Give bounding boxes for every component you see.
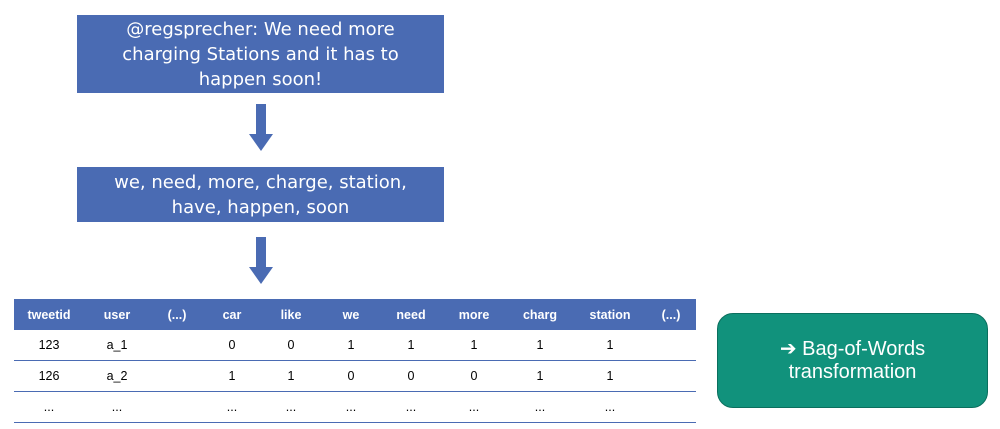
table-cell: 0 [260, 330, 322, 361]
table-cell: ... [260, 392, 322, 423]
tokens-text: we, need, more, charge, station, have, happen, soon [114, 171, 407, 218]
table-header-row [14, 299, 696, 330]
table-cell: 1 [322, 330, 380, 361]
column-header: station [574, 299, 646, 330]
tokens-box [77, 167, 444, 222]
table-row [14, 330, 696, 361]
column-header: car [204, 299, 260, 330]
column-header: (...) [646, 299, 696, 330]
table-cell: 126 [14, 361, 84, 392]
table-row [14, 361, 696, 392]
tweet-text-box [77, 15, 444, 93]
column-header: more [442, 299, 506, 330]
column-header: like [260, 299, 322, 330]
column-header: user [84, 299, 150, 330]
column-header: we [322, 299, 380, 330]
table-cell: ... [322, 392, 380, 423]
table-cell [150, 392, 204, 423]
bag-of-words-table [14, 299, 696, 423]
table-cell: ... [84, 392, 150, 423]
table-cell [646, 330, 696, 361]
down-arrow-icon [249, 237, 273, 285]
table-cell: 1 [380, 330, 442, 361]
table-cell: 0 [204, 330, 260, 361]
table-cell: ... [506, 392, 574, 423]
table-row [14, 392, 696, 423]
column-header: need [380, 299, 442, 330]
table-cell: ... [14, 392, 84, 423]
table-cell: 123 [14, 330, 84, 361]
column-header: charg [506, 299, 574, 330]
table-cell: 1 [506, 361, 574, 392]
table-cell: a_1 [84, 330, 150, 361]
right-arrow-icon: ➔ [779, 337, 797, 360]
table-cell: 0 [442, 361, 506, 392]
table-cell: ... [204, 392, 260, 423]
table-cell: 1 [574, 361, 646, 392]
table-cell: 0 [322, 361, 380, 392]
table-cell: 1 [506, 330, 574, 361]
table-cell [150, 330, 204, 361]
table-cell [646, 361, 696, 392]
column-header: (...) [150, 299, 204, 330]
result-title: Bag-of-Words [802, 337, 926, 360]
table-cell: 1 [260, 361, 322, 392]
table-cell: ... [380, 392, 442, 423]
table-cell: ... [574, 392, 646, 423]
bag-of-words-result-box [717, 313, 988, 408]
table-cell [150, 361, 204, 392]
column-header: tweetid [14, 299, 84, 330]
result-line-2: transformation [788, 360, 917, 383]
table-cell: a_2 [84, 361, 150, 392]
table-cell: 1 [442, 330, 506, 361]
tweet-text: @regsprecher: We need more charging Stations and it has to happen soon! [122, 18, 399, 90]
table-cell: ... [442, 392, 506, 423]
table-cell: 0 [380, 361, 442, 392]
down-arrow-icon [249, 104, 273, 152]
result-line-1 [780, 338, 925, 361]
table-cell: 1 [574, 330, 646, 361]
table-cell [646, 392, 696, 423]
table-cell: 1 [204, 361, 260, 392]
